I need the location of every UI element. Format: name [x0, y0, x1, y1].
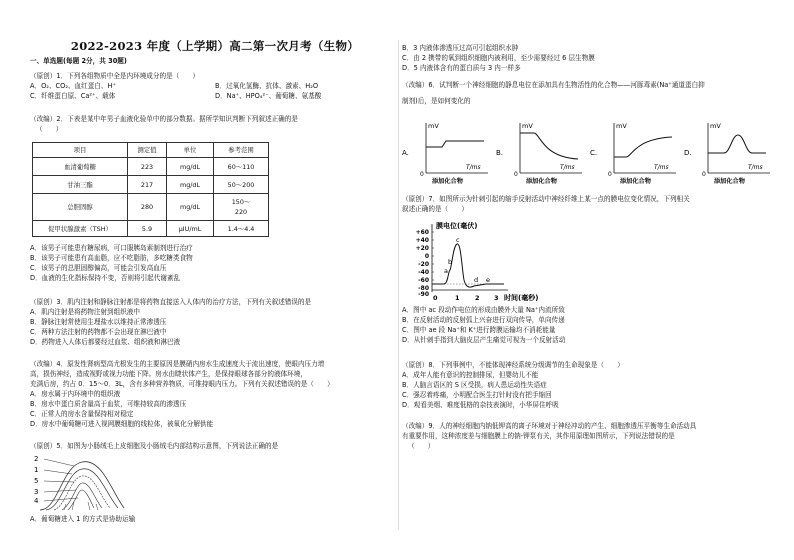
table-header-cell: 项目 — [33, 143, 128, 158]
chart-caption: 添加化合物 — [432, 178, 463, 185]
option-letter: C. — [590, 149, 598, 157]
q7-option-d[interactable]: D．从针刺手指到大脑皮层产生痛觉可视为一个反射活动 — [402, 336, 566, 344]
table-cell: 50～200 — [214, 176, 269, 194]
q8-option-a[interactable]: A．成年人能有意识的控制排尿，但婴幼儿不能 — [402, 371, 539, 379]
y-tick-label: -40 — [418, 269, 429, 276]
y-axis-label: mV — [616, 122, 627, 130]
table-cell: μIU/mL — [167, 221, 214, 237]
q6-option-b[interactable] — [496, 117, 584, 190]
q6-stem: （改编）6．试判断一个神经细胞的静息电位在添加具有生物活性的化合物——河豚毒素(Na⁺通道蛋白抑 — [402, 81, 705, 89]
y-tick-label: +20 — [415, 245, 429, 252]
question-8 — [402, 360, 774, 410]
q5-option-a-wrap — [30, 514, 400, 524]
x-axis-label: T/ms — [560, 164, 575, 171]
q3-option-a[interactable]: A．肌内注射是将药物注射到组织液中 — [30, 308, 141, 316]
y-tick-label: 0 — [424, 253, 429, 260]
q1-options-row1 — [30, 81, 400, 91]
table-cell-line: 220 — [234, 208, 248, 216]
table-cell: 223 — [128, 158, 167, 176]
q3-option-d[interactable]: D．药物进入人体后都要经过血浆、组织液和淋巴液 — [30, 338, 181, 346]
point-label: a — [444, 267, 448, 275]
y-axis-label: mV — [522, 122, 533, 130]
q6-option-d[interactable] — [684, 117, 772, 190]
q8-stem: （原创）8．下列事例中，不能体现神经系统分级调节的生命现象是（ ） — [402, 361, 624, 369]
option-letter: A. — [402, 149, 409, 157]
point-label: b — [448, 258, 453, 266]
q8-option-b[interactable]: B．人脑言语区的 S 区受损，病人患运动性失语症 — [402, 381, 547, 389]
table-row — [33, 221, 269, 237]
x-axis-label: T/ms — [466, 164, 481, 171]
q1-option-c[interactable]: C．纤维蛋白原、Ca²⁺、载体 — [30, 92, 116, 100]
point-label: e — [486, 276, 490, 284]
y-tick-label: -90 — [418, 291, 429, 298]
table-cell: 60～110 — [214, 158, 269, 176]
table-cell: 促甲状腺激素（TSH） — [33, 221, 128, 237]
q6-chart-a — [402, 117, 490, 187]
y-tick-label: -80 — [418, 285, 429, 292]
x-axis-label: T/ms — [654, 164, 669, 171]
q2-paren: （ ） — [36, 125, 63, 133]
x-tick-label: 3 — [494, 294, 499, 302]
y-tick-label: +40 — [415, 237, 429, 244]
table-cell: 总胆固醇 — [33, 194, 128, 221]
table-header-cell: 测定值 — [128, 143, 167, 158]
question-6 — [402, 80, 774, 106]
q7-option-b[interactable]: B．在反射活动的反射弧上兴奋进行双向传导，单向传递 — [402, 316, 565, 324]
x-axis-label: T/ms — [748, 164, 763, 171]
table-cell: 217 — [128, 176, 167, 194]
question-4 — [30, 359, 400, 429]
table-header-row — [33, 143, 269, 158]
table-row — [33, 194, 269, 221]
x-tick-label: 0 — [433, 294, 438, 302]
q3-stem: （原创）3．肌内注射和静脉注射都是将药物直接送入人体内的治疗方法，下列有关叙述错误的是 — [30, 298, 312, 306]
membrane-potential-chart — [404, 218, 554, 302]
q5-stem: （原创）5．如图为小肠绒毛上皮细胞及小肠绒毛内部结构示意图，下列说法正确的是 — [30, 442, 279, 450]
q4-line: 高，损伤神经，造成视野或视力功能下降。房水由睫状体产生，是保持眼球各部分的液体环境， — [30, 370, 307, 378]
q6-options-charts — [402, 117, 774, 187]
origin-label: 0 — [608, 171, 612, 178]
q8-option-c[interactable]: C．强忍着疼痛，小明配合医生打针时没有把手缩回 — [402, 391, 552, 399]
option-letter: D. — [684, 149, 692, 157]
q2-option-d[interactable]: D．血液的生化指标保持不变，否则将引起代谢紊乱 — [30, 274, 181, 282]
q6-chart-b — [496, 117, 584, 187]
table-cell: 1.4～4.4 — [214, 221, 269, 237]
q4-option-a[interactable]: A．房水属于内环境中的组织液 — [30, 390, 121, 398]
q2-option-b[interactable]: B．该男子可能患有高血脂，应不吃脂肪，多吃糖类食物 — [30, 254, 193, 262]
q6-chart-d — [684, 117, 772, 187]
point-label: d — [474, 276, 479, 284]
section-heading: 一、单选题(每题 2分，共 30题) — [30, 57, 127, 65]
q9-line: 有重要作用，这种浓度差与细胞膜上的钠-钾泵有关，其作用原理如图所示，下列说法错误的是 — [402, 432, 675, 440]
q1-stem: （原创）1．下列各组物质中全是内环境成分的是（ ） — [30, 72, 200, 80]
q5-option-d[interactable]: D．5 内液体含有的蛋白质与 3 内一样多 — [402, 64, 521, 72]
figure-label: 1 — [34, 466, 39, 474]
option-letter: B. — [496, 149, 504, 157]
q7-stem-cont: 叙述正确的是（ ） — [402, 205, 468, 213]
q2-option-a[interactable]: A．该男子可能患有糖尿病，可口服胰岛素制剂进行治疗 — [30, 244, 193, 252]
q3-option-c[interactable]: C．两种方法注射的药物都不会出现在淋巴液中 — [30, 328, 167, 336]
q2-options — [30, 243, 400, 283]
q7-option-c[interactable]: C．图中 ae 段 Na⁺和 K⁺进行跨膜运输均不消耗能量 — [402, 326, 556, 334]
q4-line: 充满后房，约占 0．15～0．3L，含有多种营养物质，可维持眼内压力。下列有关叙述错误的是（ ） — [30, 380, 334, 388]
figure-label: 2 — [34, 455, 39, 463]
q5-option-c[interactable]: C．由 2 携带的氧到组织细胞内被利用，至少需要经过 6 层生物膜 — [402, 54, 595, 62]
table-cell: 5.9 — [128, 221, 167, 237]
question-7 — [402, 194, 774, 214]
q6-stem-cont: 制剂)后，是如何变化的 — [402, 97, 471, 105]
question-5 — [30, 441, 400, 451]
chart-caption: 添加化合物 — [526, 178, 557, 185]
q9-line: （ ） — [408, 442, 435, 450]
chart-caption: 添加化合物 — [714, 178, 745, 185]
table-cell — [214, 194, 269, 221]
q7-options — [402, 305, 774, 345]
q4-option-d[interactable]: D．房水中葡萄糖可进入视网膜细胞的线粒体，被氧化分解供能 — [30, 420, 214, 428]
origin-label: 0 — [514, 171, 518, 178]
y-tick-label: +60 — [415, 229, 429, 236]
table-cell: mg/dL — [167, 194, 214, 221]
q4-option-b[interactable]: B．房水中蛋白质含量高于血浆，可维持较高的渗透压 — [30, 400, 187, 408]
table-cell: mg/dL — [167, 176, 214, 194]
left-column — [30, 0, 400, 560]
right-column — [402, 0, 774, 560]
table-header-cell: 单位 — [167, 143, 214, 158]
table-header-cell: 参考范围 — [214, 143, 269, 158]
q2-option-c[interactable]: C．该男子的总胆固醇偏高，可能会引发高血压 — [30, 264, 167, 272]
table-row — [33, 176, 269, 194]
point-label: c — [456, 236, 460, 244]
origin-label: 0 — [420, 171, 424, 178]
y-axis-label: mV — [710, 122, 721, 130]
q1-option-b[interactable]: B．过氧化氢酶、抗体、激素、H₂O — [215, 82, 319, 90]
figure-label: 3 — [34, 488, 39, 496]
q1-option-a[interactable]: A．O₂、CO₂、血红蛋白、H⁺ — [30, 82, 116, 90]
question-2 — [30, 114, 400, 134]
y-axis-label: 膜电位(毫伏) — [436, 222, 478, 230]
x-tick-label: 2 — [475, 294, 480, 302]
question-9 — [402, 421, 774, 451]
lab-results-table — [32, 142, 269, 237]
q3-option-b[interactable]: B．静脉注射常使用生理盐水以维持正常渗透压 — [30, 318, 167, 326]
q6-chart-c — [590, 117, 678, 187]
q4-line: （改编）4．原发性肾病型高尤根发生的主要原因是膜硝内房水生成速度大于流出速度，使眼内压力增 — [30, 360, 325, 368]
page-title: 2022-2023 年度（上学期）高二第一次月考（生物） — [70, 39, 360, 53]
chart-caption: 添加化合物 — [620, 178, 651, 185]
q5-options-continued — [402, 43, 774, 73]
table-row — [33, 158, 269, 176]
figure-label: 4 — [34, 497, 39, 505]
x-axis-label: 时间(毫秒) — [504, 294, 539, 302]
table-cell-line: 150～ — [231, 198, 251, 206]
q9-line: （改编）9．人的神经细胞内钠低钾高的离子环境对于神经冲动的产生、细胞渗透压平衡等生命活动具 — [402, 422, 697, 430]
table-cell: 280 — [128, 194, 167, 221]
q7-option-a[interactable]: A．图中 ac 段动作电位的形成由膜外大量 Na⁺内流所致 — [402, 306, 565, 314]
table-cell: 甘油三酯 — [33, 176, 128, 194]
q5-option-b[interactable]: B．3 内液体渗透压过高可引起组织水肿 — [402, 44, 519, 52]
villus-diagram — [32, 452, 152, 514]
q2-stem: （改编）2．下表是某中年男子血液化验单中的部分数据。据所学知识判断下列叙述正确的是 — [30, 115, 298, 123]
q6-option-a[interactable] — [402, 117, 490, 190]
y-tick-label: -60 — [418, 277, 429, 284]
x-tick-label: 1 — [455, 294, 460, 302]
table-cell: mg/dL — [167, 158, 214, 176]
table-cell: 血清葡萄糖 — [33, 158, 128, 176]
q1-options-row2 — [30, 91, 400, 101]
figure-label: 5 — [34, 477, 39, 485]
q6-option-c[interactable] — [590, 117, 678, 190]
question-3 — [30, 297, 400, 347]
q5-option-a[interactable]: A．葡萄糖进入 1 的方式是协助运输 — [30, 515, 136, 523]
q1-option-d[interactable]: D．Na⁺、HPO₄²⁻、葡萄糖、氨基酸 — [215, 92, 322, 100]
y-tick-label: -20 — [418, 261, 429, 268]
q8-option-d[interactable]: D．观看美烟、难度低格的杂技表演时，小华屏住呼吸 — [402, 401, 559, 409]
q7-stem: （原创）7．如图所示为针刺引起的缩手反射活动中神经纤维上某一点的膜电位变化情况，下列相关 — [402, 195, 690, 203]
q4-option-c[interactable]: C．正常人的房水含量保持相对稳定 — [30, 410, 134, 418]
y-axis-label: mV — [428, 122, 439, 130]
origin-label: 0 — [702, 171, 706, 178]
question-1 — [30, 71, 400, 101]
